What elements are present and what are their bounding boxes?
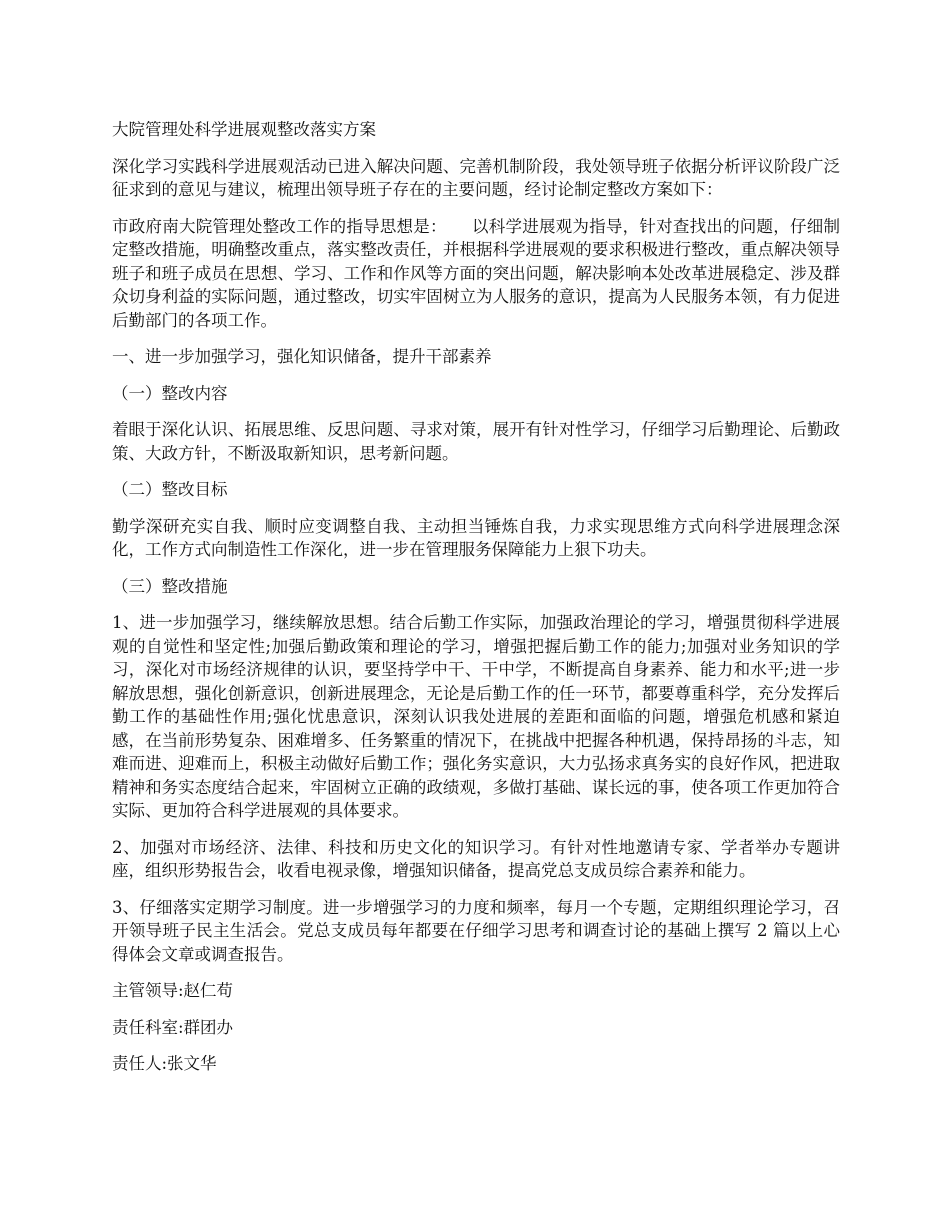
content-paragraph: 着眼于深化认识、拓展思维、反思问题、寻求对策，展开有针对性学习，仔细学习后勤理论、后勤政策、大政方针，不断汲取新知识，思考新问题。 (112, 420, 840, 463)
subheading-measures: （三）整改措施 (112, 576, 228, 596)
responsible-person-line: 责任人:张文华 (112, 1054, 217, 1073)
guiding-ideology-paragraph: 市政府南大院管理处整改工作的指导思想是： 以科学进展观为指导，针对查找出的问题，仔细制定整改措施，明确整改重点，落实整改责任，并根据科学进展观的要求积极进行整改，重点解决领导班子和班子成员在思想、学习、工作和作风等方面的突出问题，解决影响本处改革进展稳定、涉及群众切身利益的实际问题，通过整改，切实牢固树立为人服务的意识，提高为人民服务本领，有力促进后勤部门的各项工作。 (112, 216, 840, 330)
section-heading-1: 一、进一步加强学习，强化知识储备，提升干部素养 (112, 347, 492, 366)
goal-paragraph: 勤学深研充实自我、顺时应变调整自我、主动担当锤炼自我，力求实现思维方式向科学进展理念深化，工作方式向制造性工作深化，进一步在管理服务保障能力上狠下功夫。 (112, 516, 840, 559)
measure-2-paragraph: 2、加强对市场经济、法律、科技和历史文化的知识学习。有针对性地邀请专家、学者举办专题讲座，组织形势报告会，收看电视录像，增强知识储备，提高党总支成员综合素养和能力。 (112, 837, 840, 880)
document-title: 大院管理处科学进展观整改落实方案 (112, 120, 376, 139)
subheading-goal: （二）整改目标 (112, 480, 228, 499)
leader-line: 主管领导:赵仁苟 (112, 981, 234, 1000)
measure-1-paragraph: 1、进一步加强学习，继续解放思想。结合后勤工作实际，加强政治理论的学习，增强贯彻科学进展观的自觉性和坚定性;加强后勤政策和理论的学习，增强把握后勤工作的能力;加强对业务知识的学习，深化对市场经济规律的认识，要坚持学中干、干中学，不断提高自身素养、能力和水平;进一步解放思想，强化创新意识，创新进展理念，无论是后勤工作的任一环节，都要尊重科学，充分发挥后勤工作的基础性作用;强化忧患意识，深刻认识我处进展的差距和面临的问题，增强危机感和紧迫感，在当前形势复杂、困难增多、任务繁重的情况下，在挑战中把握各种机遇，保持昂扬的斗志，知难而进、迎难而上，积极主动做好后勤工作；强化务实意识，大力弘扬求真务实的良好作风，把进取精神和务实态度结合起来，牢固树立正确的政绩观，多做打基础、谋长远的事，使各项工作更加符合实际、更加符合科学进展观的具体要求。 (112, 613, 840, 820)
office-line: 责任科室:群团办 (112, 1017, 234, 1037)
subheading-content: （一）整改内容 (112, 383, 228, 403)
document-page (112, 118, 840, 1089)
measure-3-paragraph: 3、仔细落实定期学习制度。进一步增强学习的力度和频率，每月一个专题，定期组织理论学习，召开领导班子民主生活会。党总支成员每年都要在仔细学习思考和调查讨论的基础上撰写 2 篇以上心得体会文章或调查报告。 (112, 897, 840, 964)
intro-paragraph: 深化学习实践科学进展观活动已进入解决问题、完善机制阶段，我处领导班子依据分析评议阶段广泛征求到的意见与建议，梳理出领导班子存在的主要问题，经讨论制定整改方案如下： (112, 156, 840, 199)
